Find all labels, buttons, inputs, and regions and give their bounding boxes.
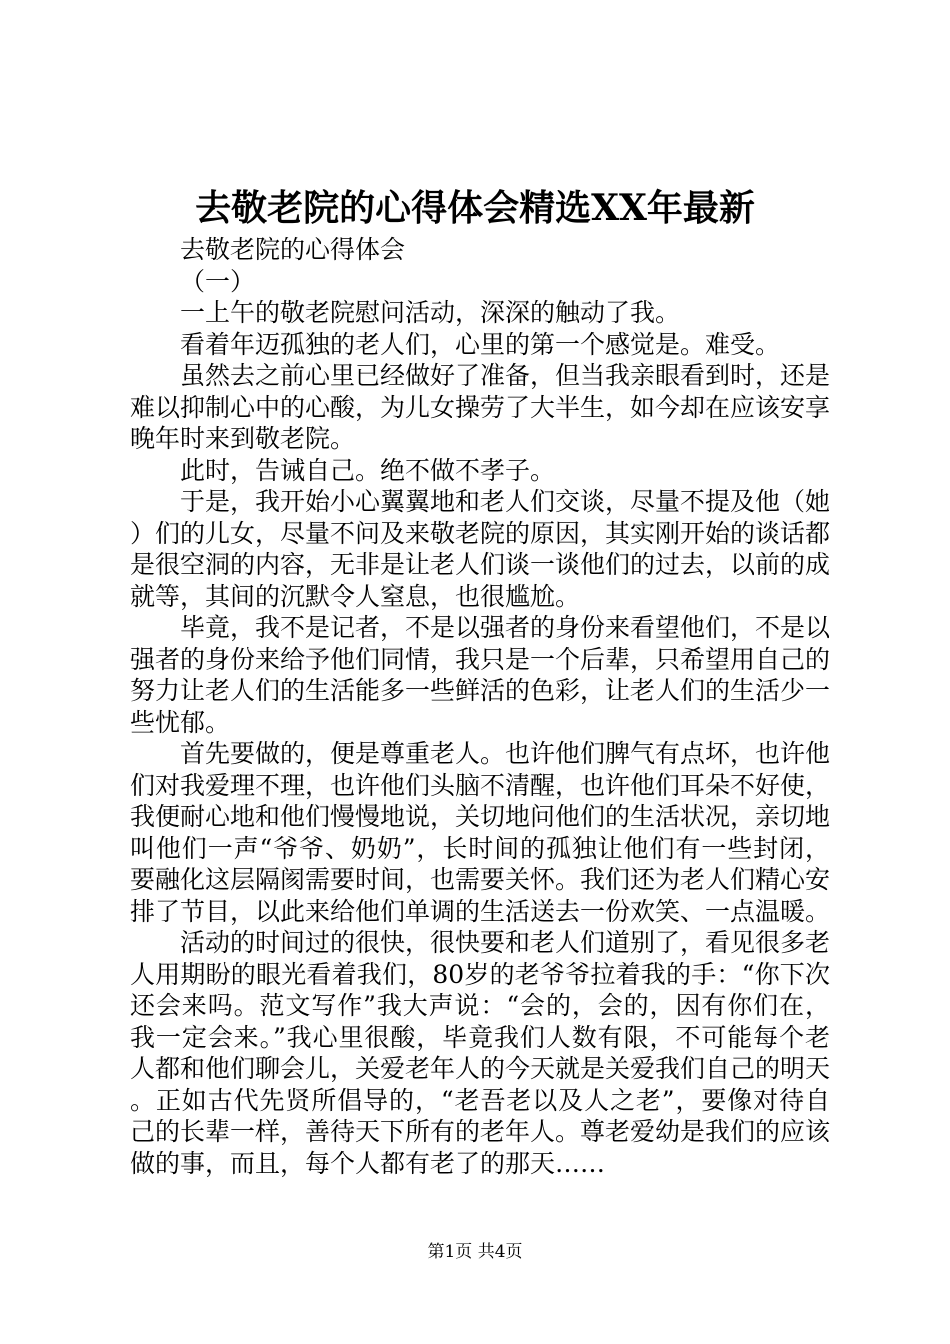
paragraph: 此时，告诫自己。绝不做不孝子。 [180,455,556,485]
paragraph: 虽然去之前心里已经做好了准备，但当我亲眼看到时，还是难以抑制心中的心酸，为儿女操劳了大半生，如今却在应该安享晚年时来到敬老院。 [130,361,831,453]
document-title: 去敬老院的心得体会精选XX年最新 [195,187,755,229]
paragraph: 一上午的敬老院慰问活动，深深的触动了我。 [180,298,681,327]
page-footer [0,1240,950,1264]
paragraph: 活动的时间过的很快，很快要和老人们道别了，看见很多老人用期盼的眼光看着我们，80岁的老爷爷拉着我的手：“你下次还会来吗。范文写作”我大声说：“会的，会的，因有你们在，我一定会来。”我心里很酸，毕竟我们人数有限，不可能每个老人都和他们聊会儿，关爱老年人的今天就是关爱我们自己的明天。正如古代先贤所倡导的，“老吾老以及人之老”，要像对待自己的长辈一样，善待天下所有的老年人。尊老爱幼是我们的应该做的事，而且，每个人都有老了的那天…… [130,928,831,1178]
document-body [130,234,830,1179]
paragraph: 首先要做的，便是尊重老人。也许他们脾气有点坏，也许他们对我爱理不理，也许他们头脑不清醒，也许他们耳朵不好使，我便耐心地和他们慢慢地说，关切地问他们的生活状况，亲切地叫他们一声“爷爷、奶奶”，长时间的孤独让他们有一些封闭，要融化这层隔阂需要时间，也需要关怀。我们还为老人们精心安排了节目，以此来给他们单调的生活送去一份欢笑、一点温暖。 [130,739,831,926]
page-number-label: 第1页 共4页 [427,1242,523,1262]
paragraph-section-number: （一） [180,266,256,296]
paragraph: 于是，我开始小心翼翼地和老人们交谈，尽量不提及他（她）们的儿女，尽量不问及来敬老院的原因，其实刚开始的谈话都是很空洞的内容，无非是让老人们谈一谈他们的过去，以前的成就等，其间的沉默令人窒息，也很尴尬。 [130,487,831,611]
paragraph: 毕竟，我不是记者，不是以强者的身份来看望他们，不是以强者的身份来给予他们同情，我只是一个后辈，只希望用自己的努力让老人们的生活能多一些鲜活的色彩，让老人们的生活少一些忧郁。 [130,613,831,737]
paragraph-subtitle: 去敬老院的心得体会 [180,235,406,264]
paragraph: 看着年迈孤独的老人们，心里的第一个感觉是。难受。 [180,329,781,359]
